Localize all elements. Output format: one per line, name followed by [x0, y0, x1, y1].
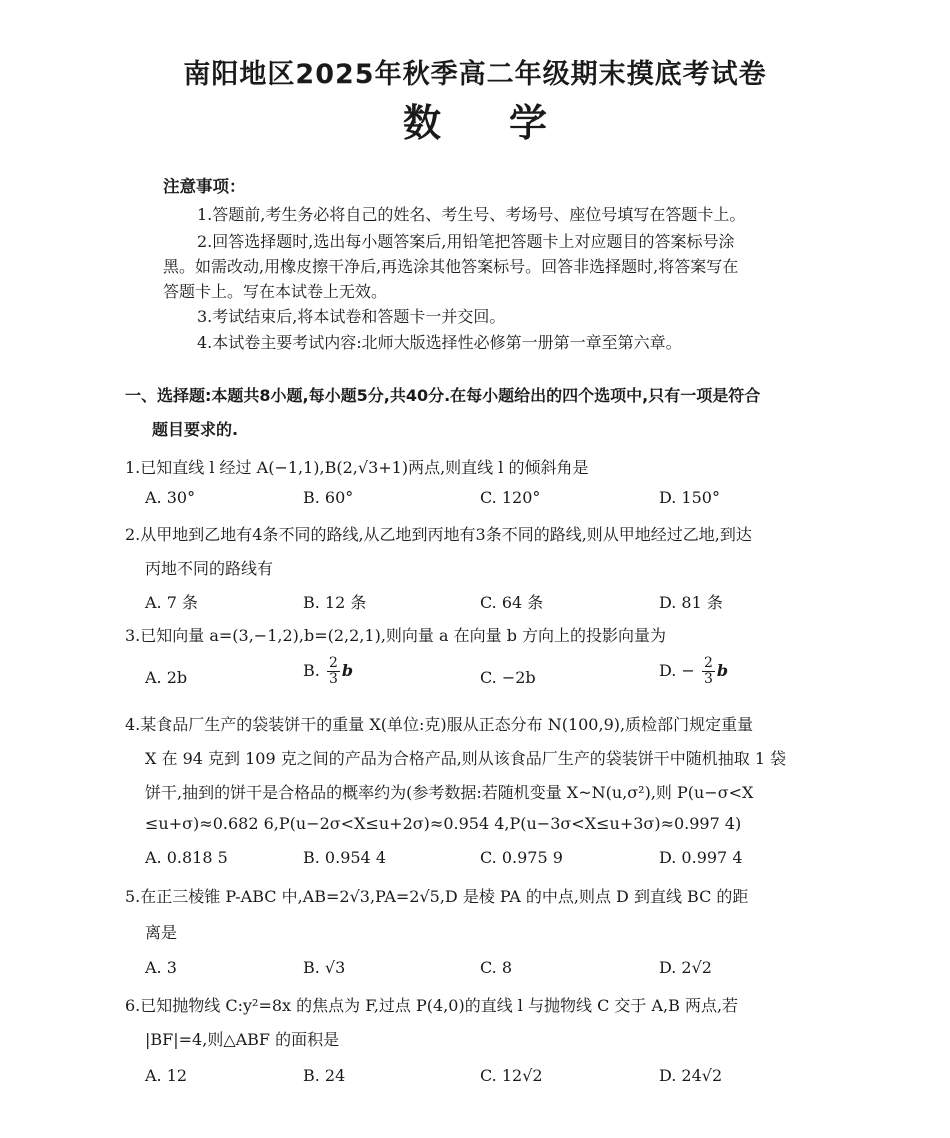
q6-option-c: C. 12√2	[480, 1066, 543, 1085]
q2-option-b: B. 12 条	[303, 593, 367, 612]
fraction-numerator: 2	[703, 655, 713, 671]
notice-line: 答题卡上。写在本试卷上无效。	[163, 282, 388, 301]
notice-line: 4.本试卷主要考试内容:北师大版选择性必修第一册第一章至第六章。	[197, 333, 682, 352]
section-heading: 一、选择题:本题共8小题,每小题5分,共40分.在每小题给出的四个选项中,只有一项是符合	[125, 386, 761, 405]
q5-option-c: C. 8	[480, 958, 513, 977]
q6-option-d: D. 24√2	[659, 1066, 723, 1085]
question-2-text: 2.从甲地到乙地有4条不同的路线,从乙地到丙地有3条不同的路线,则从甲地经过乙地,到达	[125, 525, 752, 544]
fraction-suffix: b	[341, 661, 354, 680]
question-2-text-cont: 丙地不同的路线有	[145, 559, 274, 578]
fraction	[702, 656, 715, 687]
fraction-denominator: 3	[703, 671, 713, 687]
fraction-denominator: 3	[328, 671, 338, 687]
question-1-text: 1.已知直线 l 经过 A(−1,1),B(2,√3+1)两点,则直线 l 的倾斜角是	[125, 458, 589, 477]
q1-option-d: D. 150°	[659, 488, 720, 507]
q4-option-c: C. 0.975 9	[480, 848, 563, 867]
q1-option-a: A. 30°	[145, 488, 196, 507]
q1-option-b: B. 60°	[303, 488, 354, 507]
fraction-numerator: 2	[328, 655, 338, 671]
q3-option-c: C. −2b	[480, 668, 536, 687]
question-6-text: 6.已知抛物线 C:y²=8x 的焦点为 F,过点 P(4,0)的直线 l 与抛物线 C 交于 A,B 两点,若	[125, 996, 739, 1015]
notice-line: 黑。如需改动,用橡皮擦干净后,再选涂其他答案标号。回答非选择题时,将答案写在	[163, 257, 739, 276]
question-3-text: 3.已知向量 a=(3,−1,2),b=(2,2,1),则向量 a 在向量 b 方向上的投影向量为	[125, 626, 667, 645]
q2-option-c: C. 64 条	[480, 593, 544, 612]
fraction	[327, 656, 340, 687]
notice-line: 1.答题前,考生务必将自己的姓名、考生号、考场号、座位号填写在答题卡上。	[197, 205, 746, 224]
question-4-text: 4.某食品厂生产的袋装饼干的重量 X(单位:克)服从正态分布 N(100,9),质检部门规定重量	[125, 715, 754, 734]
q4-option-a: A. 0.818 5	[145, 848, 228, 867]
exam-title: 南阳地区2025年秋季高二年级期末摸底考试卷	[183, 59, 767, 90]
q2-option-d: D. 81 条	[659, 593, 723, 612]
fraction-suffix: b	[716, 661, 729, 680]
q4-option-d: D. 0.997 4	[659, 848, 743, 867]
q4-option-b: B. 0.954 4	[303, 848, 386, 867]
notice-line: 2.回答选择题时,选出每小题答案后,用铅笔把答题卡上对应题目的答案标号涂	[197, 232, 735, 251]
q2-option-a: A. 7 条	[145, 593, 198, 612]
question-6-text-cont: |BF|=4,则△ABF 的面积是	[145, 1030, 340, 1049]
subject-title: 数学	[402, 101, 615, 145]
q5-option-b: B. √3	[303, 958, 346, 977]
question-4-text-cont: 饼干,抽到的饼干是合格品的概率约为(参考数据:若随机变量 X~N(u,σ²),则 P(u−σ<X	[145, 783, 754, 802]
notice-line: 3.考试结束后,将本试卷和答题卡一并交回。	[197, 307, 506, 326]
question-4-text-cont: X 在 94 克到 109 克之间的产品为合格产品,则从该食品厂生产的袋装饼干中随机抽取 1 袋	[145, 749, 787, 768]
question-5-text: 5.在正三棱锥 P-ABC 中,AB=2√3,PA=2√5,D 是棱 PA 的中点,则点 D 到直线 BC 的距	[125, 887, 749, 906]
q1-option-c: C. 120°	[480, 488, 541, 507]
q5-option-d: D. 2√2	[659, 958, 712, 977]
q3-option-d-label: D. −	[659, 661, 695, 680]
q5-option-a: A. 3	[145, 958, 177, 977]
q3-option-a: A. 2b	[145, 668, 188, 687]
q3-option-b	[303, 656, 353, 687]
question-5-text-cont: 离是	[145, 923, 178, 942]
q6-option-a: A. 12	[145, 1066, 188, 1085]
q6-option-b: B. 24	[303, 1066, 346, 1085]
q3-option-b-label: B.	[303, 661, 320, 680]
q3-option-d	[659, 656, 728, 687]
notice-heading: 注意事项：	[163, 177, 246, 196]
section-heading-cont: 题目要求的.	[152, 420, 239, 439]
question-4-text-cont: ≤u+σ)≈0.682 6,P(u−2σ<X≤u+2σ)≈0.954 4,P(u−3σ<X≤u+3σ)≈0.997 4)	[145, 814, 742, 833]
